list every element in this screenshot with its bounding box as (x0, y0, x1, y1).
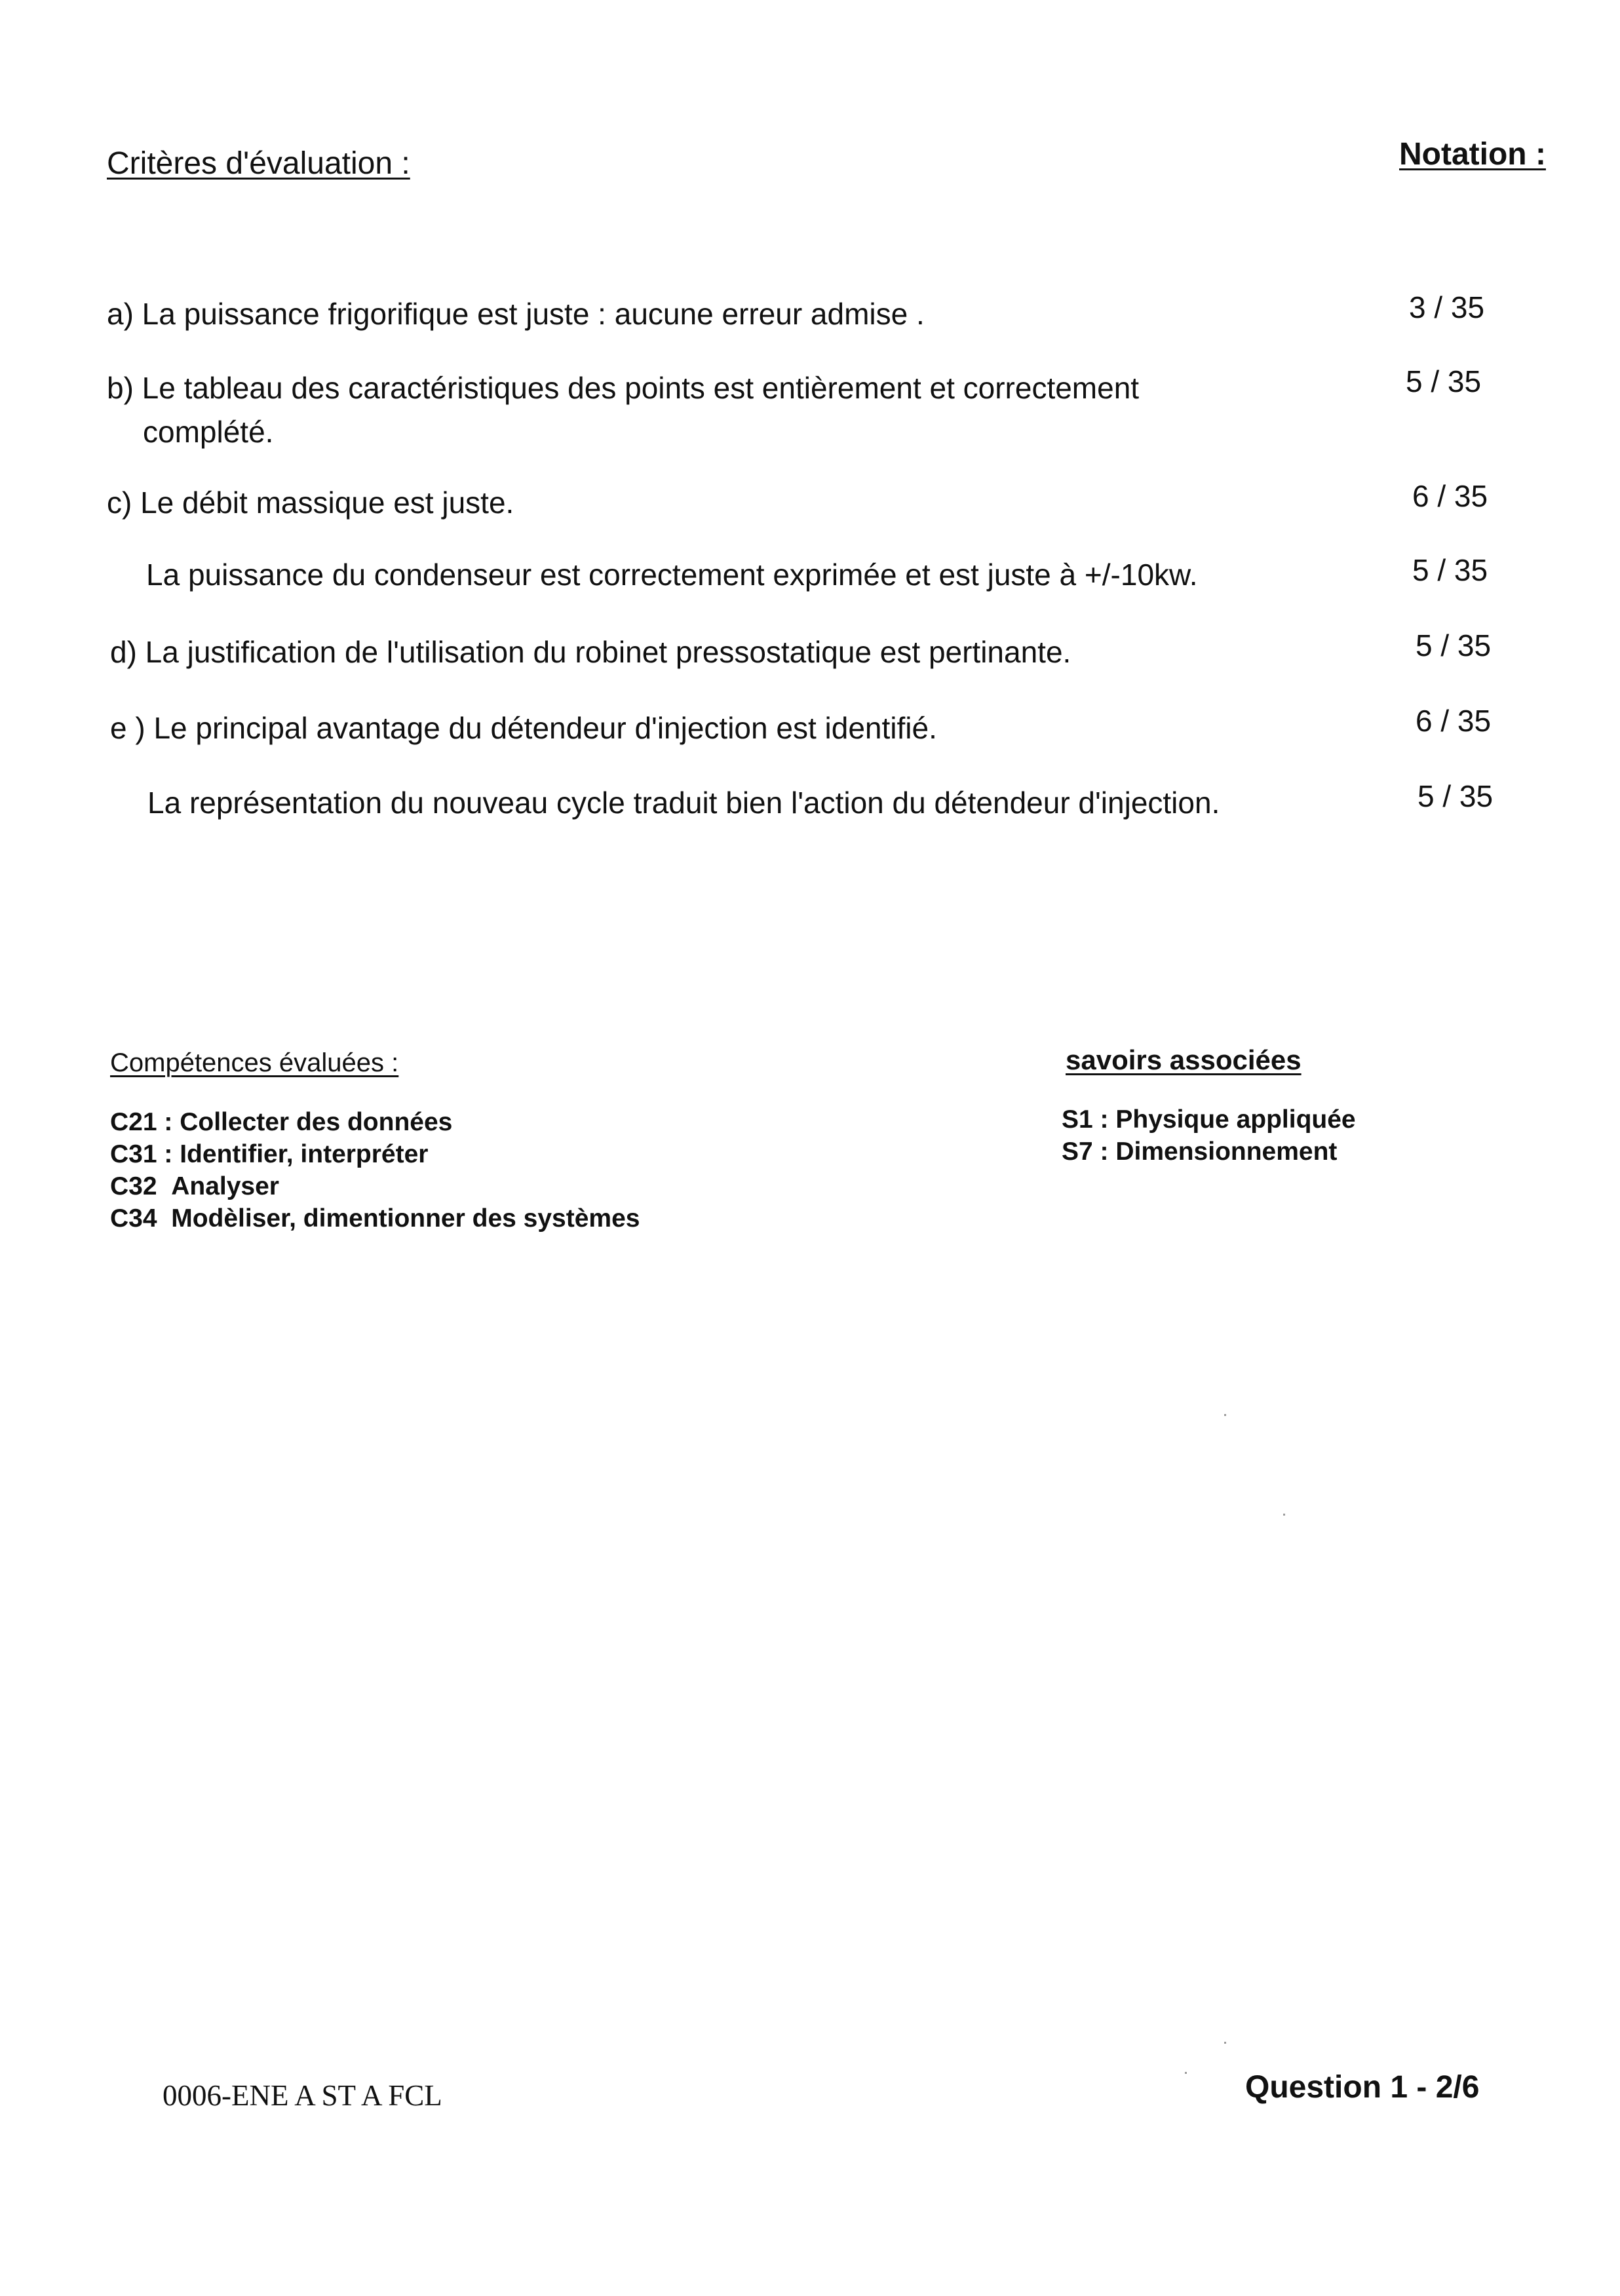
criterion-e2: La représentation du nouveau cycle traduit bien l'action du détendeur d'injection. (147, 786, 1220, 820)
competence-item: C21 : Collecter des données (110, 1108, 453, 1136)
criteria-title: Critères d'évaluation : (107, 146, 410, 181)
criterion-e: e ) Le principal avantage du détendeur d'injection est identifié. (110, 711, 937, 745)
competences-list (110, 1106, 640, 1234)
competences-title: Compétences évaluées : (110, 1048, 399, 1077)
criterion-e2-score: 5 / 35 (1418, 779, 1494, 813)
competence-item: C31 : Identifier, interpréter (110, 1140, 429, 1168)
criterion-a-score: 3 / 35 (1409, 290, 1485, 324)
criterion-e-score: 6 / 35 (1416, 704, 1492, 738)
criterion-c-score: 6 / 35 (1412, 479, 1488, 513)
savoir-item: S7 : Dimensionnement (1062, 1138, 1338, 1166)
criterion-c: c) Le débit massique est juste. (107, 486, 514, 520)
savoirs-title: savoirs associées (1066, 1044, 1302, 1075)
criterion-d: d) La justification de l'utilisation du robinet pressostatique est pertinante. (110, 635, 1071, 669)
competence-item: C32 Analyser (110, 1172, 279, 1200)
scan-speck (1283, 1514, 1285, 1516)
competence-item: C34 Modèliser, dimentionner des systèmes (110, 1204, 640, 1233)
savoirs-list (1062, 1103, 1356, 1168)
criterion-c2-score: 5 / 35 (1412, 553, 1488, 587)
notation-title: Notation : (1399, 137, 1546, 172)
savoir-item: S1 : Physique appliquée (1062, 1105, 1356, 1134)
document-reference: 0006-ENE A ST A FCL (163, 2079, 442, 2112)
criterion-b-continued: complété. (143, 415, 274, 449)
page-number: Question 1 - 2/6 (1245, 2070, 1480, 2105)
scan-speck (1224, 2042, 1226, 2044)
criterion-b: b) Le tableau des caractéristiques des points est entièrement et correctement (107, 371, 1140, 405)
criterion-d-score: 5 / 35 (1416, 628, 1492, 662)
criterion-c2: La puissance du condenseur est correctement exprimée et est juste à +/-10kw. (146, 558, 1198, 592)
scan-speck (1224, 1414, 1226, 1416)
criterion-a: a) La puissance frigorifique est juste : aucune erreur admise . (107, 297, 925, 331)
scan-speck (1185, 2072, 1187, 2074)
criterion-b-score: 5 / 35 (1406, 364, 1482, 398)
